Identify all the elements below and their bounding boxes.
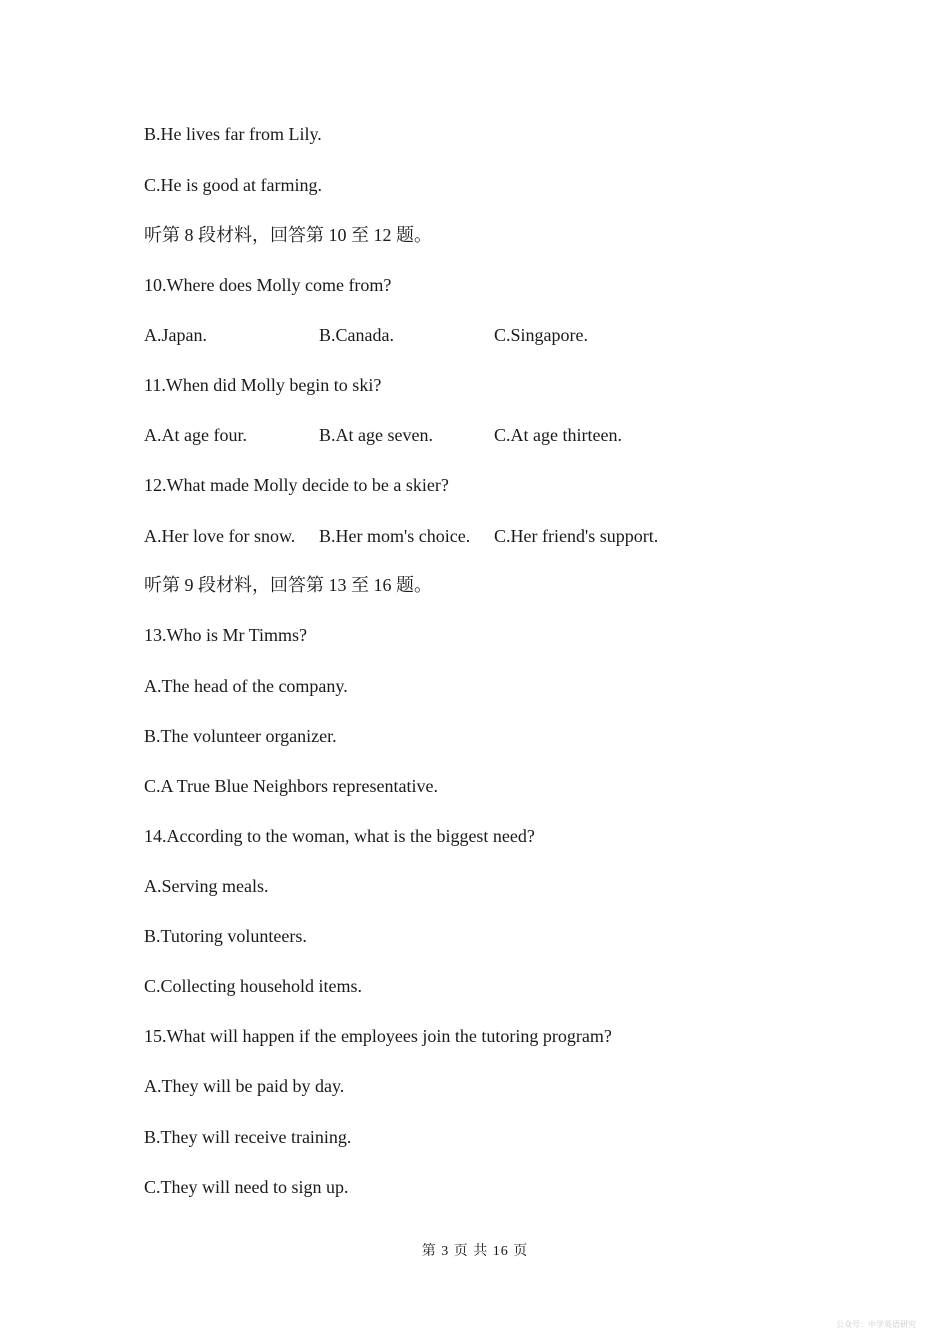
section-9-instruction: 听第 9 段材料，回答第 13 至 16 题。	[144, 575, 432, 595]
q14-option-c: C.Collecting household items.	[144, 976, 362, 996]
q12-option-b: B.Her mom's choice.	[319, 526, 471, 546]
watermark-text: 公众号：中学英语研究	[836, 1320, 916, 1329]
question-14: 14.According to the woman, what is the biggest need?	[144, 826, 535, 846]
section-8-instruction: 听第 8 段材料，回答第 10 至 12 题。	[144, 225, 432, 245]
question-13: 13.Who is Mr Timms?	[144, 625, 308, 645]
q10-option-a: A.Japan.	[144, 325, 207, 345]
q15-option-a: A.They will be paid by day.	[144, 1076, 345, 1096]
question-11: 11.When did Molly begin to ski?	[144, 375, 382, 395]
q9-option-b: B.He lives far from Lily.	[144, 124, 322, 144]
q14-option-b: B.Tutoring volunteers.	[144, 926, 307, 946]
q11-option-b: B.At age seven.	[319, 425, 433, 445]
q12-option-a: A.Her love for snow.	[144, 526, 296, 546]
q15-option-c: C.They will need to sign up.	[144, 1177, 349, 1197]
q12-option-c: C.Her friend's support.	[494, 526, 659, 546]
q10-option-c: C.Singapore.	[494, 325, 588, 345]
q9-option-c: C.He is good at farming.	[144, 175, 322, 195]
question-15: 15.What will happen if the employees join the tutoring program?	[144, 1026, 612, 1046]
q11-option-a: A.At age four.	[144, 425, 247, 445]
q14-option-a: A.Serving meals.	[144, 876, 269, 896]
question-10: 10.Where does Molly come from?	[144, 275, 392, 295]
q11-option-c: C.At age thirteen.	[494, 425, 622, 445]
q13-option-a: A.The head of the company.	[144, 676, 348, 696]
q15-option-b: B.They will receive training.	[144, 1127, 352, 1147]
question-12: 12.What made Molly decide to be a skier?	[144, 475, 449, 495]
q10-option-b: B.Canada.	[319, 325, 394, 345]
q13-option-b: B.The volunteer organizer.	[144, 726, 337, 746]
q13-option-c: C.A True Blue Neighbors representative.	[144, 776, 438, 796]
page-number-footer: 第 3 页 共 16 页	[421, 1244, 529, 1259]
